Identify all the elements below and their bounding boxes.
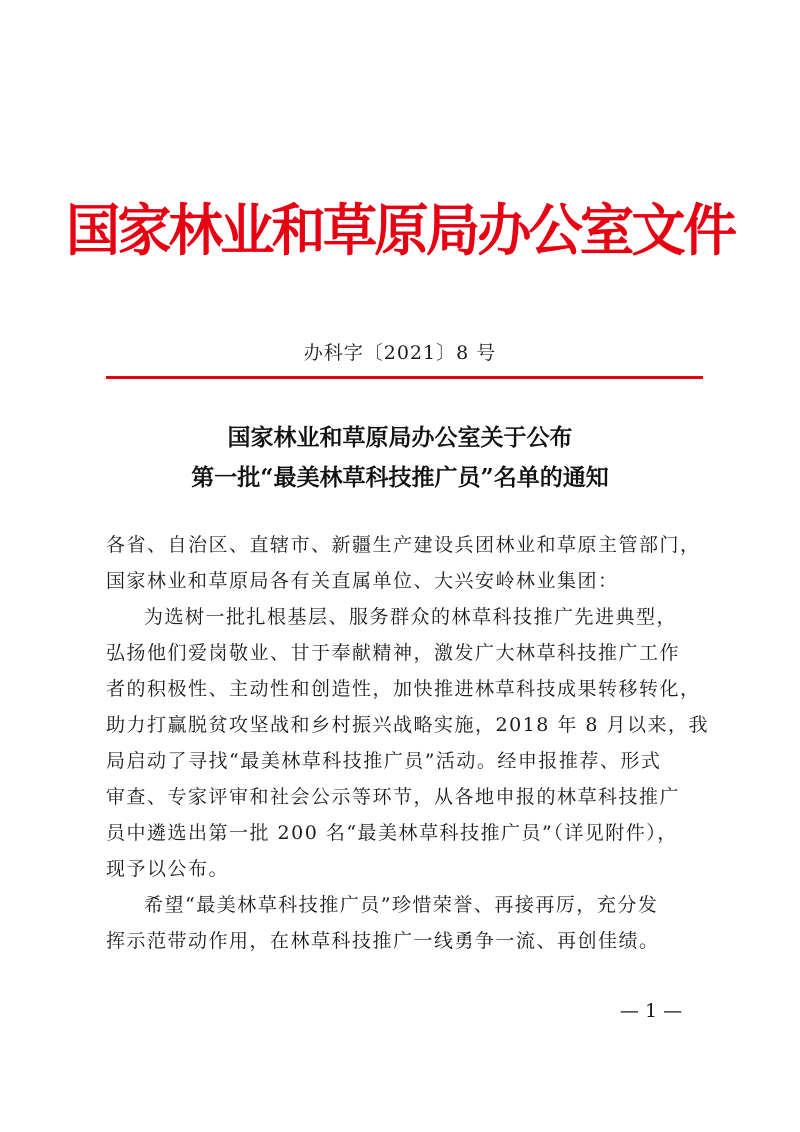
paragraph-2-line: 挥示范带动作用，在林草科技推广一线勇争一流、再创佳绩。 [106,930,660,952]
paragraph-1-line: 局启动了寻找“最美林草科技推广员”活动。经申报推荐、形式 [106,750,662,772]
paragraph-1-line: 者的积极性、主动性和创造性，加快推进林草科技成果转移转化， [106,678,701,700]
addressee-line: 国家林业和草原局各有关直属单位、大兴安岭林业集团： [106,570,619,592]
paragraph-1-line: 员中遴选出第一批 200 名“最美林草科技推广员”（详见附件）， [106,822,678,844]
page-number: — 1 — [619,1000,683,1022]
notice-title [0,418,800,498]
paragraph-1-line: 为选树一批扎根基层、服务群众的林草科技推广先进典型， [144,606,678,628]
paragraph-1-line: 弘扬他们爱岗敬业、甘于奉献精神，激发广大林草科技推广工作 [106,642,681,664]
red-divider-line [106,376,703,379]
document-number: 办科字〔2021〕8 号 [303,342,497,364]
paragraph-1-line: 审查、专家评审和社会公示等环节，从各地申报的林草科技推广 [106,786,681,808]
paragraph-1-line: 现予以公布。 [106,858,230,880]
agency-header-title: 国家林业和草原局办公室文件 [65,198,735,264]
notice-title-line-2: 第一批“最美林草科技推广员”名单的通知 [191,464,609,491]
notice-body [106,527,710,959]
paragraph-1-line: 助力打赢脱贫攻坚战和乡村振兴战略实施，2018 年 8 月以来，我 [106,714,710,736]
notice-title-line-1: 国家林业和草原局办公室关于公布 [227,424,573,451]
addressee-line: 各省、自治区、直辖市、新疆生产建设兵团林业和草原主管部门， [106,534,701,556]
paragraph-2-line: 希望“最美林草科技推广员”珍惜荣誉、再接再厉，充分发 [144,894,659,916]
